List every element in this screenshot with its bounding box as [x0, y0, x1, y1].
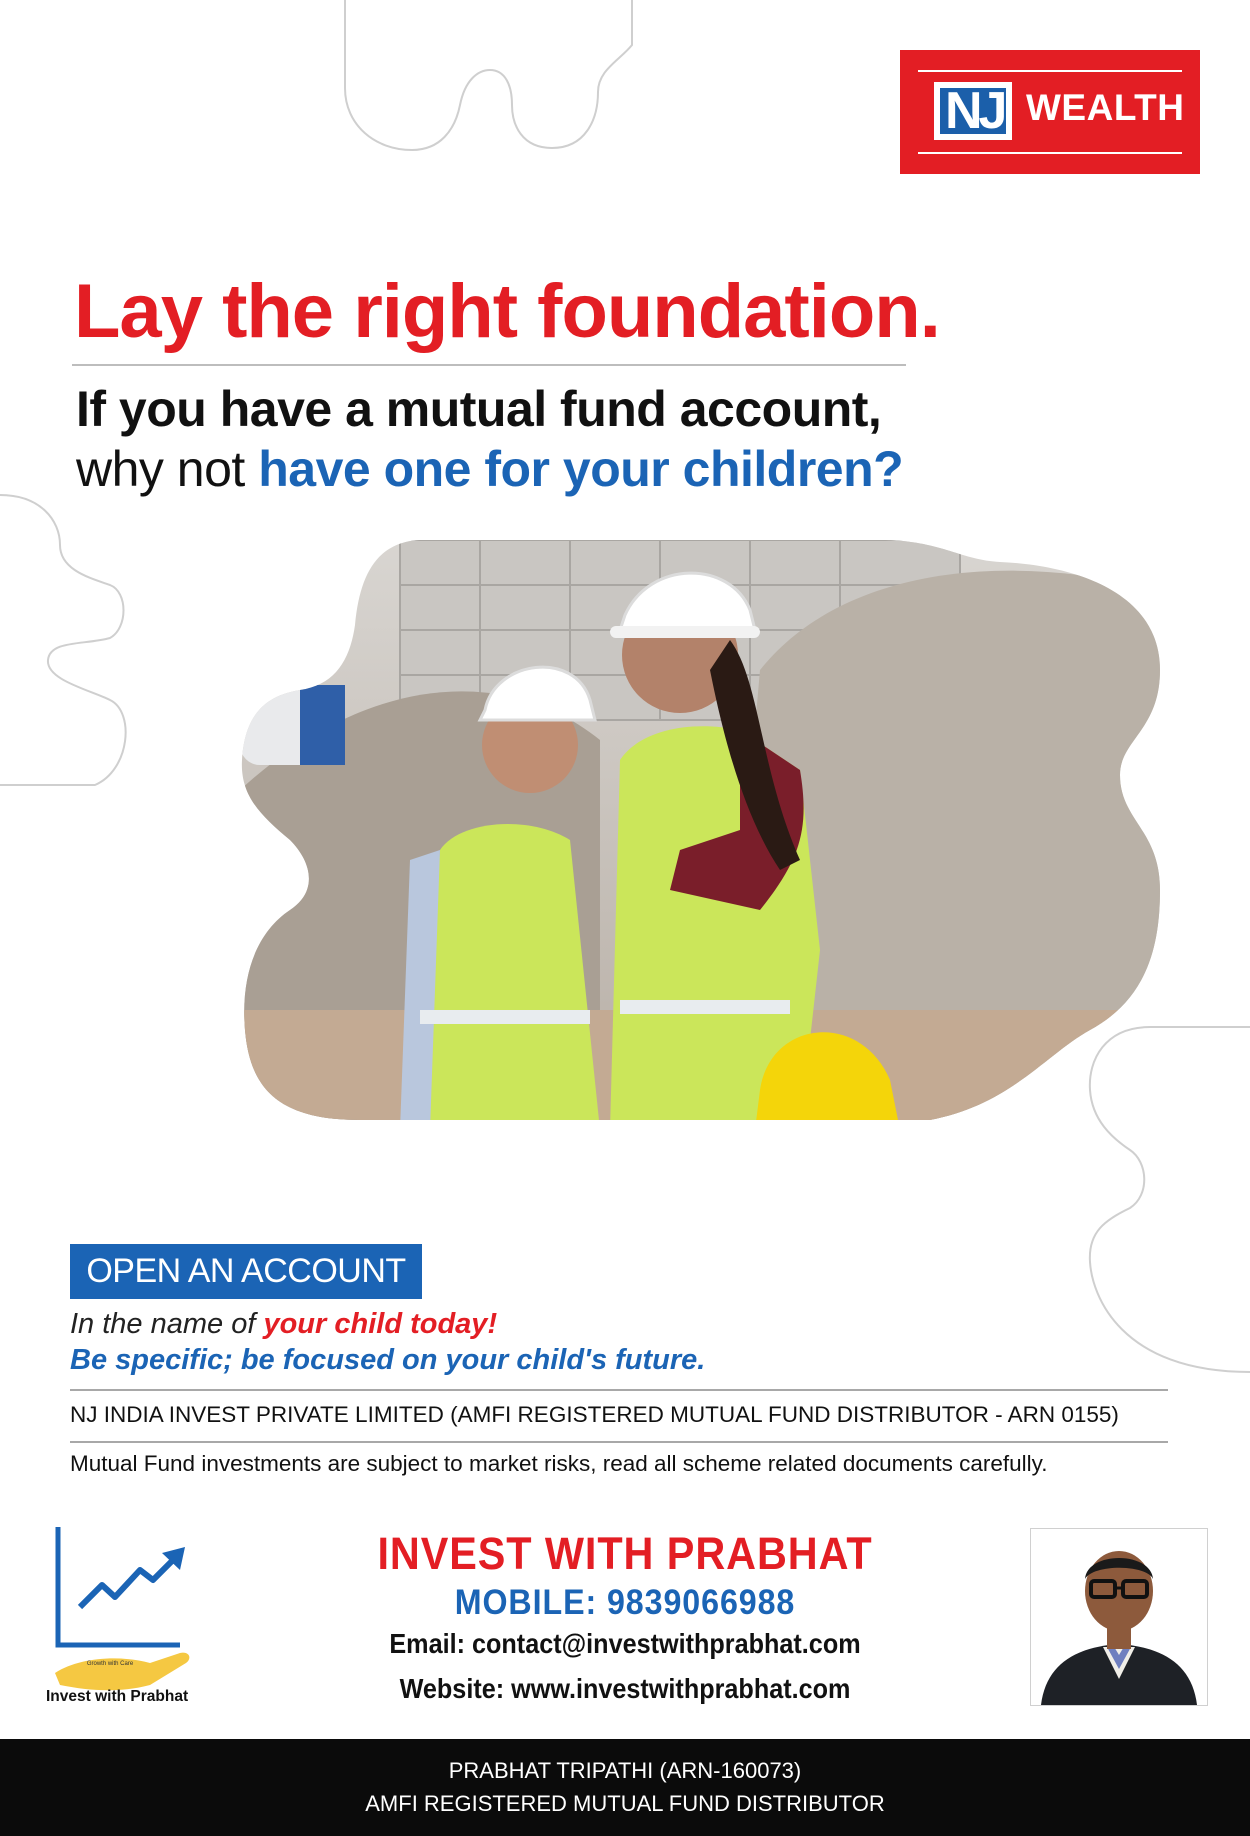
headline-divider: [72, 364, 906, 366]
nj-mark-icon: [934, 82, 1012, 140]
footer-line1: PRABHAT TRIPATHI (ARN-160073): [448, 1758, 802, 1783]
contact-mobile[interactable]: MOBILE: 9839066988: [454, 1583, 796, 1622]
contact-website[interactable]: Website: www.investwithprabhat.com: [399, 1673, 851, 1704]
headline: Lay the right foundation.: [74, 269, 940, 354]
advisor-portrait: [1030, 1528, 1208, 1706]
advisor-logo-caption: Invest with Prabhat: [46, 1688, 189, 1705]
logo-top-rule: [918, 70, 1182, 72]
divider-1: [70, 1389, 1168, 1391]
contact-title: INVEST WITH PRABHAT: [377, 1528, 873, 1579]
footer-line2: AMFI REGISTERED MUTUAL FUND DISTRIBUTOR: [365, 1791, 885, 1816]
subheadline-line2-plain: why not: [76, 441, 259, 497]
cta-line1-highlight: your child today!: [263, 1308, 498, 1340]
children-construction-photo: [240, 530, 1160, 1130]
open-account-button[interactable]: OPEN AN ACCOUNT: [70, 1244, 422, 1299]
risk-disclaimer: Mutual Fund investments are subject to market risks, read all scheme related documents carefully.: [70, 1451, 1048, 1476]
logo-brand-text: WEALTH: [1026, 87, 1185, 128]
footer-bar: [0, 1739, 1250, 1836]
divider-2: [70, 1441, 1168, 1443]
logo-bottom-rule: [918, 152, 1182, 154]
advisor-portrait-illustration: [1031, 1529, 1207, 1705]
logo-tagline: Growth with Care: [86, 1661, 134, 1667]
nj-wealth-logo: [900, 50, 1200, 174]
distributor-disclaimer: NJ INDIA INVEST PRIVATE LIMITED (AMFI REGISTERED MUTUAL FUND DISTRIBUTOR - ARN 0155): [70, 1402, 1119, 1427]
subheadline-line2: [76, 440, 903, 498]
cta-line1-plain: In the name of: [70, 1308, 264, 1340]
growth-chart-logo-icon: [40, 1525, 210, 1700]
contact-email[interactable]: Email: contact@investwithprabhat.com: [389, 1628, 861, 1659]
subheadline-line1: If you have a mutual fund account,: [76, 381, 882, 437]
logo-mark-text: NJ: [945, 82, 1004, 140]
cta-line1: [70, 1308, 497, 1341]
subheadline-line2-highlight: have one for your children?: [258, 441, 904, 497]
cta-line2: Be specific; be focused on your child's future.: [70, 1344, 706, 1376]
